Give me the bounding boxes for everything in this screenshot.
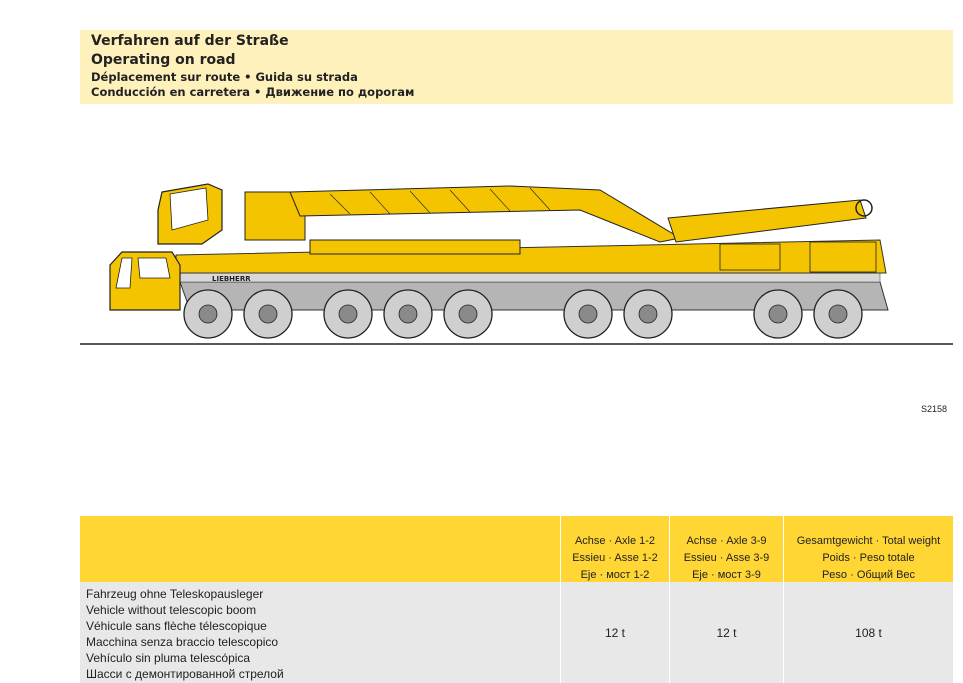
header-total-weight: Gesamtgewicht · Total weight Poids · Peso totale Peso · Общий Вес [796,535,941,581]
header-axle-1-2: Achse · Axle 1-2 Essieu · Asse 1-2 Eje · мост 1-2 [572,535,658,581]
title-spanish-russian: Conducción en carretera • Движение по дорогам [91,85,415,99]
value-axle-1-2: 12 t [604,626,625,640]
page-header [80,30,953,104]
title-german: Verfahren auf der Straße [91,33,289,49]
value-axle-3-9: 12 t [716,626,737,640]
row-label: Fahrzeug ohne Teleskopausleger Vehicle without telescopic boom Véhicule sans flèche télescopique Macchina senza braccio telescopico Vehículo sin pluma telescópica Шасси с демонтированной стрелой [86,587,284,681]
chassis-stripe [180,273,880,282]
header-axle-3-9: Achse · Axle 3-9 Essieu · Asse 3-9 Eje · мост 3-9 [683,535,770,581]
rear-outrigger-box [810,242,876,272]
value-total-weight: 108 t [855,626,882,640]
outrigger-box [720,244,780,270]
weight-table [80,516,953,683]
title-english: Operating on road [91,52,236,68]
cab-window-side [138,258,170,278]
brand-label: LIEBHERR [212,275,251,283]
rear-boom-stub [668,200,866,242]
counterweight [310,240,520,254]
crane-drawing [80,170,953,350]
title-french-italian: Déplacement sur route • Guida su strada [91,70,358,84]
jib-section [290,186,680,242]
drawing-code: S2158 [921,404,948,414]
